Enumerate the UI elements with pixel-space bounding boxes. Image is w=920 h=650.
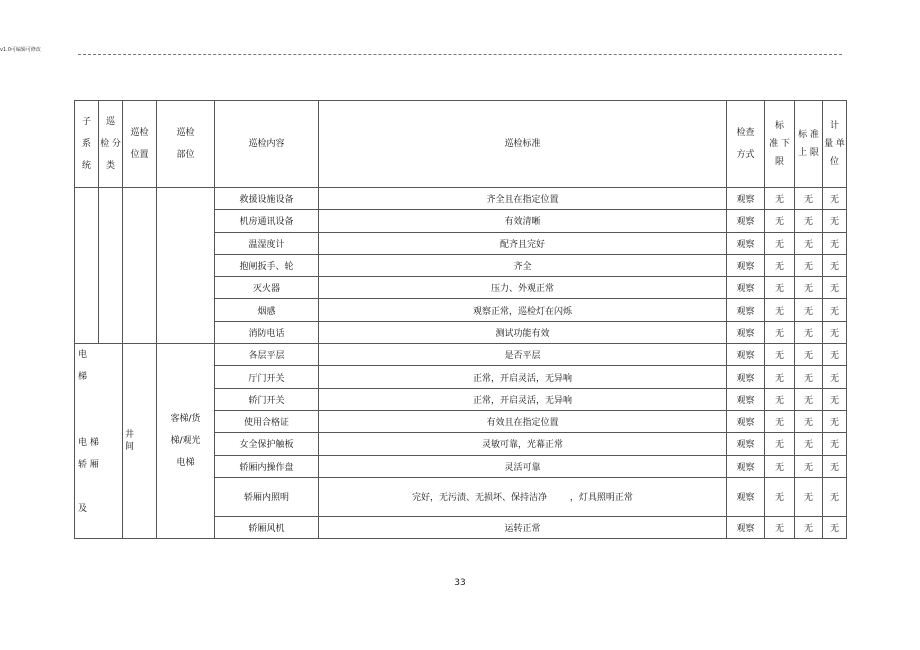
part-cell <box>157 188 215 344</box>
cell-upper: 无 <box>795 254 823 276</box>
cell-content: 灭火器 <box>215 277 319 299</box>
cell-lower: 无 <box>765 277 795 299</box>
cell-content: 温湿度计 <box>215 232 319 254</box>
cell-lower: 无 <box>765 299 795 321</box>
cell-method: 观察 <box>727 277 765 299</box>
header-divider <box>78 54 842 55</box>
cell-method: 观察 <box>727 254 765 276</box>
cell-method: 观察 <box>727 210 765 232</box>
cell-standard: 正常，开启灵活，无异响 <box>319 366 727 388</box>
cell-standard: 观察正常，巡检灯在闪烁 <box>319 299 727 321</box>
cell-content: 消防电话 <box>215 321 319 343</box>
subsystem-label: 电 梯 电 梯 轿 厢 及 <box>78 350 99 515</box>
cell-unit: 无 <box>823 516 847 538</box>
cell-content: 机房通讯设备 <box>215 210 319 232</box>
part-label-cell <box>157 344 215 539</box>
cell-upper: 无 <box>795 455 823 477</box>
cell-content: 轿门开关 <box>215 388 319 410</box>
cell-method: 观察 <box>727 232 765 254</box>
cell-lower: 无 <box>765 344 795 366</box>
cell-unit: 无 <box>823 477 847 516</box>
category-cell <box>99 188 123 344</box>
cell-method: 观察 <box>727 516 765 538</box>
cell-unit: 无 <box>823 410 847 432</box>
cell-method: 观察 <box>727 433 765 455</box>
position-label-cell <box>123 344 157 539</box>
position-label: 井 间 <box>125 430 135 453</box>
header-subsystem: 子 系 统 <box>75 101 99 188</box>
cell-lower: 无 <box>765 433 795 455</box>
position-cell <box>123 188 157 344</box>
cell-upper: 无 <box>795 516 823 538</box>
cell-content: 救援设施设备 <box>215 188 319 210</box>
cell-standard: 齐全 <box>319 254 727 276</box>
cell-upper: 无 <box>795 388 823 410</box>
cell-unit: 无 <box>823 188 847 210</box>
cell-content: 轿厢内照明 <box>215 477 319 516</box>
cell-standard: 齐全且在指定位置 <box>319 188 727 210</box>
cell-method: 观察 <box>727 410 765 432</box>
cell-content: 轿厢风机 <box>215 516 319 538</box>
cell-method: 观察 <box>727 477 765 516</box>
header-method: 检查 方式 <box>727 101 765 188</box>
table-row <box>75 188 847 210</box>
cell-standard: 测试功能有效 <box>319 321 727 343</box>
cell-standard: 灵敏可靠，光幕正常 <box>319 433 727 455</box>
cell-standard: 有效清晰 <box>319 210 727 232</box>
cell-content: 各层平层 <box>215 344 319 366</box>
cell-method: 观察 <box>727 388 765 410</box>
part-label: 客梯/货 梯/观光 电梯 <box>170 414 201 469</box>
cell-standard: 是否平层 <box>319 344 727 366</box>
cell-method: 观察 <box>727 455 765 477</box>
cell-lower: 无 <box>765 188 795 210</box>
cell-unit: 无 <box>823 388 847 410</box>
cell-content: 女全保护触板 <box>215 433 319 455</box>
cell-unit: 无 <box>823 277 847 299</box>
header-note: v1.0可编辑可修改 <box>0 47 41 53</box>
cell-unit: 无 <box>823 344 847 366</box>
cell-upper: 无 <box>795 366 823 388</box>
inspection-table <box>74 100 847 539</box>
cell-lower: 无 <box>765 516 795 538</box>
cell-unit: 无 <box>823 232 847 254</box>
header-standard: 巡检标准 <box>319 101 727 188</box>
cell-lower: 无 <box>765 254 795 276</box>
cell-unit: 无 <box>823 299 847 321</box>
header-content: 巡检内容 <box>215 101 319 188</box>
cell-upper: 无 <box>795 321 823 343</box>
header-category: 巡 检 分 类 <box>99 101 123 188</box>
cell-unit: 无 <box>823 254 847 276</box>
cell-unit: 无 <box>823 210 847 232</box>
cell-upper: 无 <box>795 210 823 232</box>
page-number: 33 <box>454 578 466 588</box>
cell-content: 使用合格证 <box>215 410 319 432</box>
cell-content: 烟感 <box>215 299 319 321</box>
cell-lower: 无 <box>765 366 795 388</box>
header-unit: 计 量 单 位 <box>823 101 847 188</box>
cell-upper: 无 <box>795 477 823 516</box>
cell-method: 观察 <box>727 366 765 388</box>
cell-upper: 无 <box>795 410 823 432</box>
header-row <box>75 101 847 188</box>
cell-upper: 无 <box>795 344 823 366</box>
cell-standard: 正常，开启灵活，无异响 <box>319 388 727 410</box>
cell-upper: 无 <box>795 433 823 455</box>
cell-upper: 无 <box>795 232 823 254</box>
cell-content: 抱闸扳手、轮 <box>215 254 319 276</box>
cell-method: 观察 <box>727 321 765 343</box>
cell-lower: 无 <box>765 321 795 343</box>
header-part: 巡检 部位 <box>157 101 215 188</box>
header-upper: 标 准 上 限 <box>795 101 823 188</box>
cell-upper: 无 <box>795 277 823 299</box>
cell-method: 观察 <box>727 299 765 321</box>
cell-unit: 无 <box>823 366 847 388</box>
cell-standard: 完好，无污渍、无损坏、保持洁净 ，灯具照明正常 <box>319 477 727 516</box>
cell-standard: 压力、外观正常 <box>319 277 727 299</box>
cell-standard: 运转正常 <box>319 516 727 538</box>
cell-upper: 无 <box>795 188 823 210</box>
cell-lower: 无 <box>765 210 795 232</box>
header-lower: 标 准 下 限 <box>765 101 795 188</box>
header-position: 巡检 位置 <box>123 101 157 188</box>
cell-lower: 无 <box>765 455 795 477</box>
cell-unit: 无 <box>823 433 847 455</box>
cell-method: 观察 <box>727 344 765 366</box>
cell-lower: 无 <box>765 232 795 254</box>
cell-content: 厅门开关 <box>215 366 319 388</box>
subsystem-label-cell <box>75 344 123 539</box>
cell-lower: 无 <box>765 388 795 410</box>
cell-lower: 无 <box>765 410 795 432</box>
cell-unit: 无 <box>823 321 847 343</box>
table-body <box>75 188 847 539</box>
table-row <box>75 344 847 366</box>
cell-unit: 无 <box>823 455 847 477</box>
cell-standard: 有效且在指定位置 <box>319 410 727 432</box>
cell-upper: 无 <box>795 299 823 321</box>
cell-lower: 无 <box>765 477 795 516</box>
cell-method: 观察 <box>727 188 765 210</box>
cell-content: 轿厢内操作盘 <box>215 455 319 477</box>
subsystem-cell <box>75 188 99 344</box>
cell-standard: 灵活可靠 <box>319 455 727 477</box>
cell-standard: 配齐且完好 <box>319 232 727 254</box>
